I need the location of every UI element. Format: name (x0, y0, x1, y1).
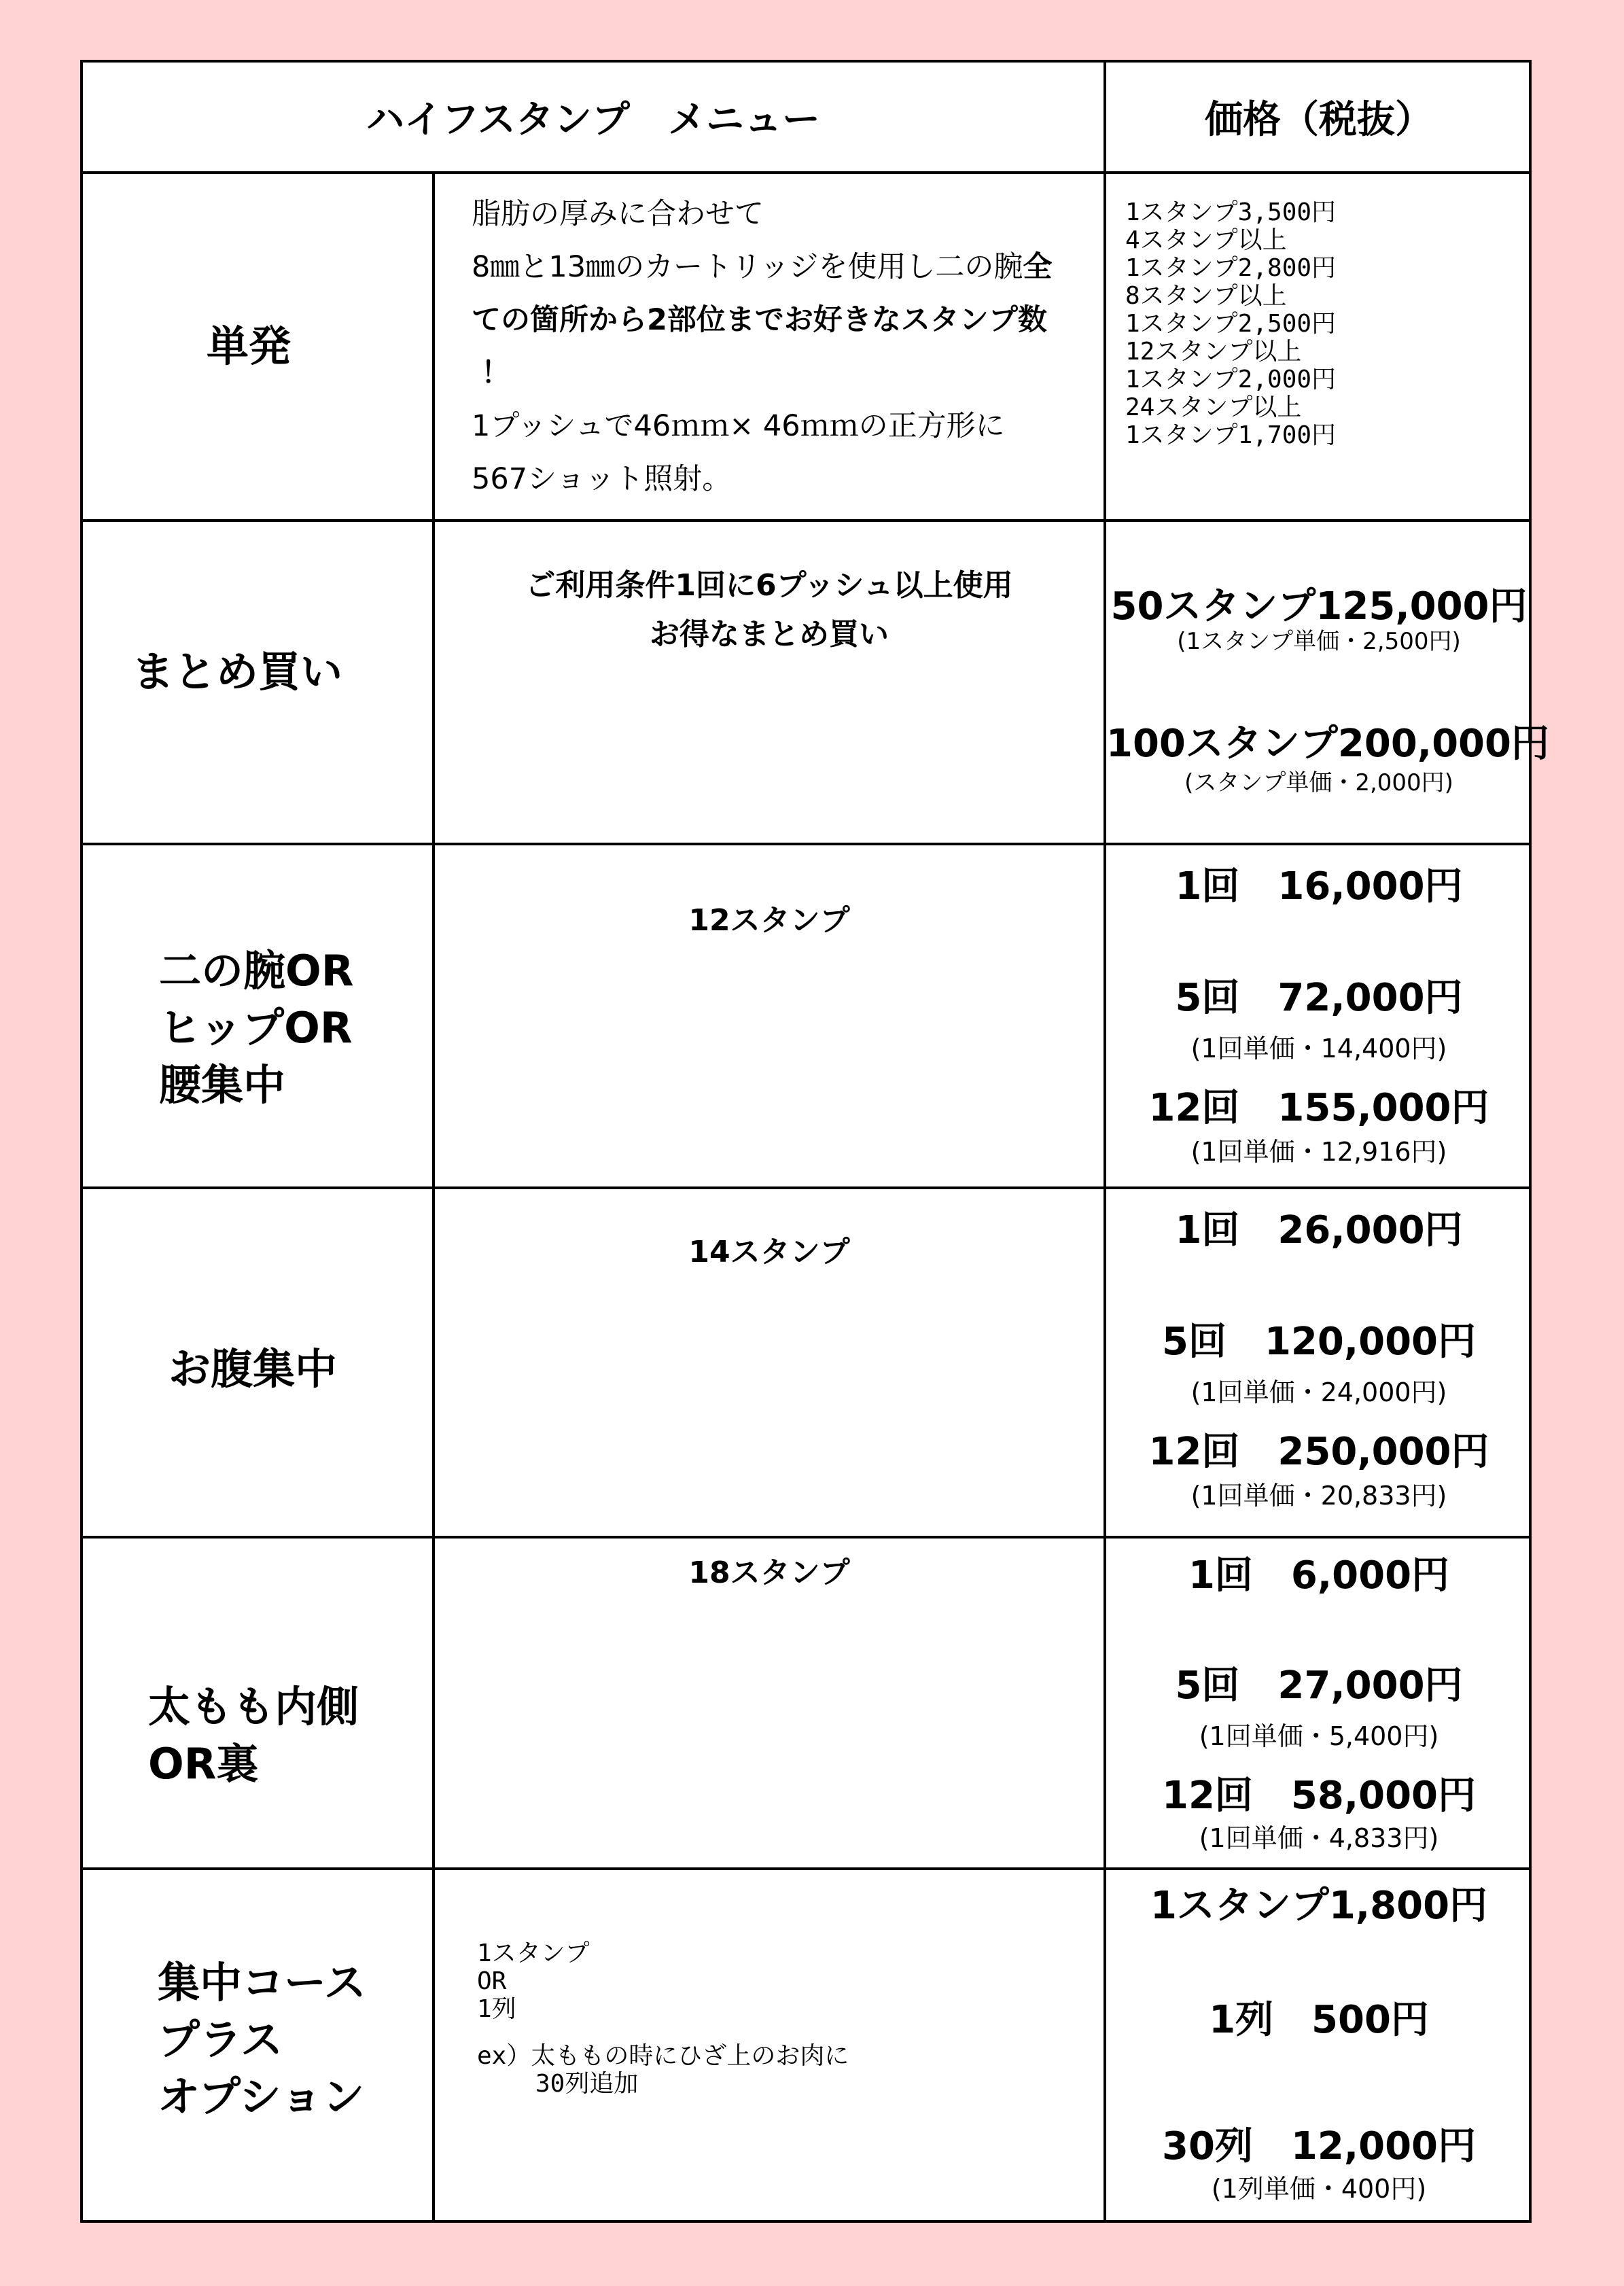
price-line: 8スタンプ以上 (1125, 282, 1287, 310)
category-bulk (132, 522, 431, 843)
category-label: 腰集中 (159, 1060, 286, 1110)
description-line: 567ショット照射。 (472, 462, 732, 496)
category-label: まとめ買い (132, 647, 343, 697)
unit-price: (1回単価・4,833円) (1199, 1823, 1439, 1853)
price-line: 24スタンプ以上 (1125, 393, 1302, 421)
price-line: 1スタンプ2,800円 (1125, 254, 1337, 282)
category-label: プラス (158, 2014, 283, 2064)
unit-price: (スタンプ単価・2,000円) (1184, 769, 1453, 796)
price-label: 5回 27,000円 (1175, 1664, 1463, 1708)
category-label: 二の腕OR (159, 946, 354, 996)
arm-stamps (435, 845, 1104, 1186)
category-label: ヒップOR (159, 1003, 353, 1053)
condition-line: ご利用条件1回に6プッシュ以上使用 (525, 568, 1013, 603)
unit-price: (1回単価・24,000円) (1190, 1377, 1447, 1407)
price-label: 1列 500円 (1209, 1998, 1429, 2042)
price-line: 1スタンプ2,000円 (1125, 366, 1337, 393)
stamp-count: 12スタンプ (688, 903, 850, 938)
belly-stamps (435, 1189, 1104, 1536)
price-label: 1回 26,000円 (1175, 1208, 1463, 1252)
price-menu-table (80, 60, 1549, 2223)
arm-prices (1106, 845, 1532, 1186)
price-label: 1スタンプ1,800円 (1150, 1884, 1488, 1928)
price-label: 30列 12,000円 (1161, 2124, 1477, 2168)
price-label: 12回 58,000円 (1161, 1774, 1477, 1818)
single-description (472, 188, 1104, 506)
example-line: 30列追加 (535, 2070, 639, 2098)
category-arm-hip-waist (159, 845, 431, 1186)
category-label: お腹集中 (169, 1344, 338, 1394)
option-line: OR (477, 1967, 507, 1995)
single-price-list (1125, 198, 1533, 449)
price-label: 100スタンプ200,000円 (1106, 722, 1549, 766)
description-line: ての箇所から2部位までお好きなスタンプ数 (472, 303, 1047, 337)
price-label: 5回 72,000円 (1175, 976, 1463, 1020)
thigh-stamps (435, 1538, 1104, 1867)
price-label: 1回 6,000円 (1188, 1553, 1450, 1598)
example-line: ex）太ももの時にひざ上のお肉に (477, 2042, 849, 2070)
unit-price: (1回単価・20,833円) (1190, 1481, 1447, 1511)
category-single (83, 174, 432, 519)
belly-prices (1106, 1189, 1532, 1536)
stamp-count: 14スタンプ (688, 1235, 850, 1269)
unit-price: (1列単価・400円) (1211, 2174, 1427, 2204)
category-label: オプション (158, 2071, 365, 2122)
price-label: 1回 16,000円 (1175, 864, 1463, 909)
price-line: 1スタンプ3,500円 (1125, 198, 1337, 226)
category-label: 集中コース (158, 1957, 366, 2007)
unit-price: (1回単価・14,400円) (1190, 1034, 1447, 1063)
description-line: ！ (481, 356, 510, 390)
description-line: 8㎜と13㎜のカートリッジを使用し二の腕全 (472, 250, 1053, 284)
unit-price: (1回単価・5,400円) (1199, 1721, 1439, 1751)
price-line: 12スタンプ以上 (1125, 338, 1302, 366)
option-prices (1106, 1870, 1532, 2223)
unit-price: (1回単価・12,916円) (1190, 1137, 1447, 1167)
option-description (477, 1939, 1089, 2098)
price-line: 1スタンプ2,500円 (1125, 310, 1337, 338)
option-line: 1スタンプ (477, 1939, 590, 1967)
category-label: 単発 (206, 321, 291, 371)
category-option (158, 1870, 431, 2223)
unit-price: (1スタンプ単価・2,500円) (1177, 628, 1461, 655)
price-label: 12回 250,000円 (1148, 1430, 1489, 1474)
bulk-conditions (435, 561, 1104, 659)
category-thigh (148, 1538, 431, 1867)
option-line: 1列 (477, 1995, 516, 2023)
menu-title: ハイフスタンプ メニュー (366, 98, 821, 142)
price-label: 5回 120,000円 (1161, 1320, 1477, 1364)
price-label: 12回 155,000円 (1148, 1086, 1489, 1130)
description-line: 脂肪の厚みに合わせて (472, 197, 764, 231)
category-label: OR裏 (148, 1739, 259, 1789)
description-line: 1プッシュで46ｍｍ× 46ｍｍの正方形に (472, 409, 1005, 443)
bulk-prices (1106, 522, 1549, 843)
price-title: 価格（税抜） (1205, 98, 1433, 142)
thigh-prices (1106, 1538, 1532, 1867)
stamp-count: 18スタンプ (688, 1555, 850, 1590)
category-label: 太もも内側 (148, 1682, 359, 1731)
price-label: 50スタンプ125,000円 (1110, 584, 1528, 629)
category-belly (169, 1189, 431, 1536)
price-line: 4スタンプ以上 (1125, 226, 1287, 254)
price-line: 1スタンプ1,700円 (1125, 421, 1337, 449)
condition-line: お得なまとめ買い (650, 617, 889, 652)
